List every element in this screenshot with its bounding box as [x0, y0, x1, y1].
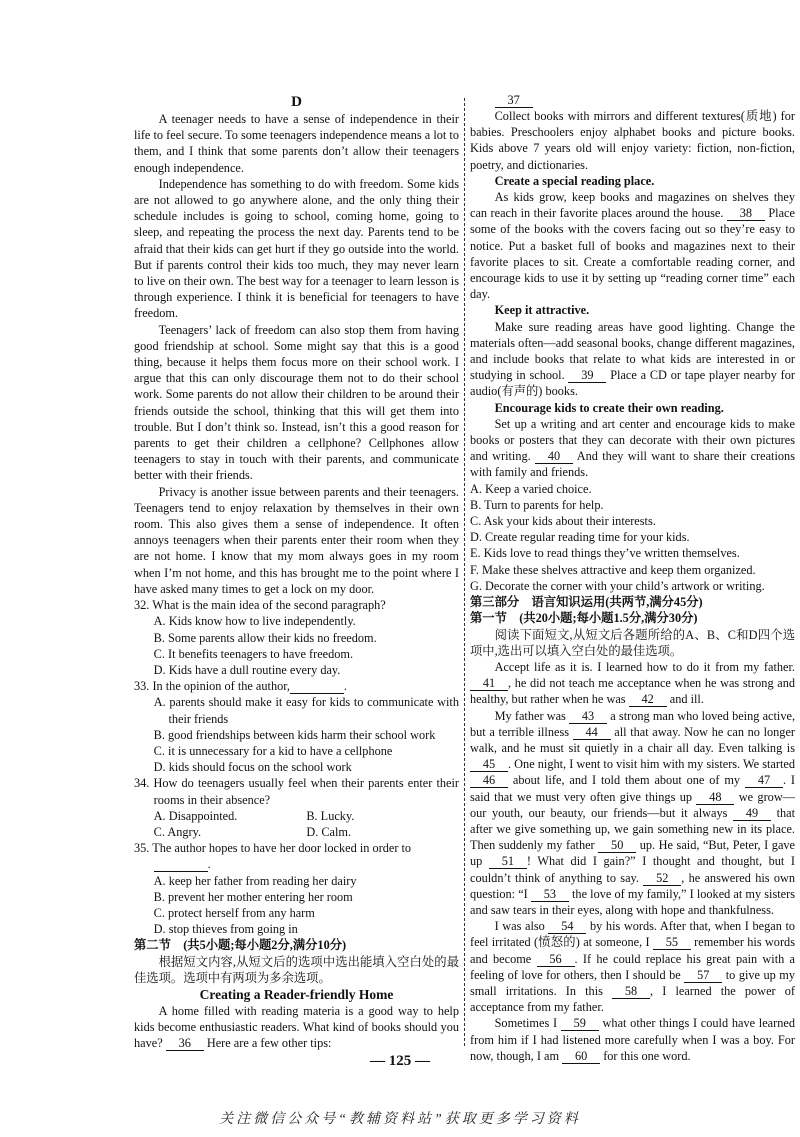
option: D. stop thieves from going in	[153, 922, 298, 937]
section-title-d: D	[291, 94, 302, 110]
left-column	[134, 93, 459, 1052]
option: A. parents should make it easy for kids to communicate with their friends	[153, 695, 459, 726]
blank-53: 53	[531, 887, 569, 902]
blank-37: 37	[495, 93, 533, 108]
paragraph: Make sure reading areas have good lighting. Change the materials often—add seasonal books, change different magazines, and include books that relate to what kids are interested in or studying in school. 39 Place a CD or tape player nearby for audio(有声的) books.	[470, 319, 796, 399]
option: B. Some parents allow their kids no freedom.	[153, 630, 377, 645]
column-divider	[464, 98, 465, 1046]
option: C. It benefits teenagers to have freedom.	[153, 646, 354, 661]
option: C. Angry.	[153, 824, 202, 839]
blank-52: 52	[643, 871, 681, 886]
paragraph: Teenagers’ lack of freedom can also stop them from having good friendship at school. Some might say that this is a good thing, because it helps them focus more on their school work. I argue that this can only discourage them not to do their school work. Some parents do not allow their children to be around their friends outside the school, thinking that this will get them into trouble. But I don’t think so. Instead, isn’t this a good reason for parents to get their children a cellphone? Cellphones allow teenagers to stay in touch with their parents, and communicate better with their friends.	[134, 322, 459, 483]
option: C. it is unnecessary for a kid to have a cellphone	[153, 743, 393, 758]
blank-48: 48	[696, 790, 734, 805]
option: A. Disappointed.	[153, 808, 238, 823]
choice-option: E. Kids love to read things they’ve written themselves.	[470, 546, 740, 561]
subheading: Encourage kids to create their own reading.	[494, 400, 724, 415]
passage-title: Creating a Reader-friendly Home	[199, 986, 394, 1002]
question-34: 34. How do teenagers usually feel when their parents enter their rooms in their absence?	[134, 776, 459, 807]
footer-watermark: 关注微信公众号“教辅资料站”获取更多学习资料	[219, 1112, 581, 1127]
page-number: — 125 —	[370, 1053, 430, 1069]
blank-46: 46	[470, 773, 508, 788]
blank-59: 59	[561, 1016, 599, 1031]
choice-option: C. Ask your kids about their interests.	[470, 514, 656, 529]
blank-56: 56	[537, 952, 575, 967]
section-2-heading: 第二节 (共5小题;每小题2分,满分10分)	[134, 938, 347, 953]
question-33: 33. In the opinion of the author, .	[134, 679, 347, 694]
right-column	[470, 93, 795, 1064]
part-3-heading: 第三部分 语言知识运用(共两节,满分45分)	[470, 595, 703, 610]
cloze-paragraph: My father was 43 a strong man who loved being active, but a terrible illness 44 all that away. Now he can no longer walk, and he must sit quietly in a chair all day. Even talking is 45 . One night, I went to visit him with my sisters. We started 46 about life, and I told them about one of my 47 . I said that we must very often give things up 48 we grow—our youth, our beauty, our friends—but it always 49 that after we give something up, we gain something new in its place. Then suddenly my father 50 up. He said, “But, Peter, I gave up 51 ! What did I gain?” I thought and thought, but I couldn’t think of anything to say. 52 , he answered his own question: “I 53 the love of my family,” I looked at my sisters and saw tears in their eyes, along with hope and thankfulness.	[470, 708, 796, 917]
blank-42: 42	[629, 692, 667, 707]
blank-line	[470, 93, 795, 108]
question-32: 32. What is the main idea of the second paragraph?	[134, 598, 386, 613]
blank-51: 51	[489, 854, 527, 869]
blank-47: 47	[745, 773, 783, 788]
subheading: Create a special reading place.	[494, 173, 655, 188]
option-row	[134, 808, 459, 824]
paragraph: Independence has something to do with freedom. Some kids are not allowed to go anywhere alone, and the only thing their schedule includes is going to school, coming home, going to sleep, and repeating the process the next day. Parents tend to be afraid that their kids can get hurt if they go outside into the world. But if parents control their kids too much, they may never learn to live on their own. The best way for a teenager to learn lesson is through experience. I think it is beneficial for teenagers to have freedom.	[134, 176, 459, 321]
option: A. keep her father from reading her dairy	[153, 873, 357, 888]
section-1-heading: 第一节 (共20小题;每小题1.5分,满分30分)	[470, 611, 698, 626]
question-35: 35. The author hopes to have her door locked in order to .	[134, 841, 412, 872]
paragraph: Privacy is another issue between parents and their teenagers. Teenagers tend to enjoy relaxation by themselves in their own room. This also gives them a sense of independence. It often annoys teenagers when their parents enter their room when they are not home. I know that my mom always goes in my room when I’m not home, and this has brought me to the point where I have asked many times to get a lock on my door.	[134, 484, 459, 596]
blank-39: 39	[568, 368, 606, 383]
blank-36: 36	[166, 1036, 204, 1051]
option: C. protect herself from any harm	[153, 905, 315, 920]
option-row	[134, 824, 459, 840]
choice-option: B. Turn to parents for help.	[470, 497, 604, 512]
blank-41: 41	[470, 676, 508, 691]
subheading: Keep it attractive.	[494, 303, 590, 318]
choice-option: D. Create regular reading time for your kids.	[470, 530, 690, 545]
option: A. Kids know how to live independently.	[153, 614, 356, 629]
blank-44: 44	[573, 725, 611, 740]
option: D. Calm.	[306, 824, 352, 839]
section-1-instructions: 阅读下面短文,从短文后各题所给的A、B、C和D四个选项中,选出可以填入空白处的最佳选项。	[470, 627, 795, 658]
blank-58: 58	[612, 984, 650, 999]
option: B. good friendships between kids harm their school work	[153, 727, 436, 742]
blank-49: 49	[733, 806, 771, 821]
blank-55: 55	[653, 935, 691, 950]
option: B. Lucky.	[306, 808, 355, 823]
cloze-paragraph: I was also 54 by his words. After that, when I began to feel irritated (愤怒的) at someone, I 55 remember his words and become 56 . If he could replace his great pain with a feeling of love for others, then I should be 57 to give up my small irritations. In this 58 , I learned the power of acceptance from my father.	[470, 919, 796, 1015]
paragraph: A home filled with reading materia is a good way to help kids become enthusiastic readers. What kind of books should you have? 36 Here are a few other tips:	[134, 1003, 459, 1051]
blank-43: 43	[569, 709, 607, 724]
choice-option: F. Make these shelves attractive and keep them organized.	[470, 562, 756, 577]
blank-45: 45	[470, 757, 508, 772]
blank-54: 54	[548, 919, 586, 934]
cloze-paragraph: Sometimes I 59 what other things I could have learned from him if I had listened more carefully when I was a boy. For now, though, I am 60 for this one word.	[470, 1016, 795, 1063]
blank-50: 50	[598, 838, 636, 853]
section-2-instructions: 根据短文内容,从短文后的选项中选出能填入空白处的最佳选项。选项中有两项为多余选项。	[134, 954, 459, 985]
blank-60: 60	[562, 1049, 600, 1064]
answer-blank	[290, 679, 344, 694]
paragraph: Set up a writing and art center and encourage kids to make books or posters that they can decorate with their own pictures and writing. 40 And they will want to share their creations with family and friends.	[470, 416, 795, 480]
option: D. kids should focus on the school work	[153, 760, 352, 775]
blank-38: 38	[727, 206, 765, 221]
choice-option: G. Decorate the corner with your child’s artwork or writing.	[470, 578, 765, 593]
option: B. prevent her mother entering her room	[153, 889, 353, 904]
choice-option: A. Keep a varied choice.	[470, 481, 592, 496]
paragraph: Collect books with mirrors and different textures(质地) for babies. Preschoolers enjoy alphabet books and picture books. Kids above 7 years old will enjoy variety: fiction, non-fiction, poetry, and dictionaries.	[470, 109, 795, 172]
paragraph: A teenager needs to have a sense of independence in their life to feel secure. To some teenagers independence means a lot to them, and I think that some parents don’t allow their teenagers enough independence.	[134, 112, 459, 175]
paragraph: As kids grow, keep books and magazines on shelves they can reach in their favorite places around the house. 38 Place some of the books with the covers facing out so they’re easy to notice. Put a basket full of books and magazines next to their favorite places to sit. Create a comfortable reading corner, and encourage kids to use it by setting up “reading corner time” each day.	[470, 190, 795, 302]
cloze-paragraph: Accept life as it is. I learned how to do it from my father. 41 , he did not teach me acceptance when he was strong and healthy, but rather when he was 42 and ill.	[470, 659, 795, 707]
blank-57: 57	[684, 968, 722, 983]
blank-40: 40	[535, 449, 573, 464]
option: D. Kids have a dull routine every day.	[153, 662, 341, 677]
answer-blank	[154, 857, 208, 872]
